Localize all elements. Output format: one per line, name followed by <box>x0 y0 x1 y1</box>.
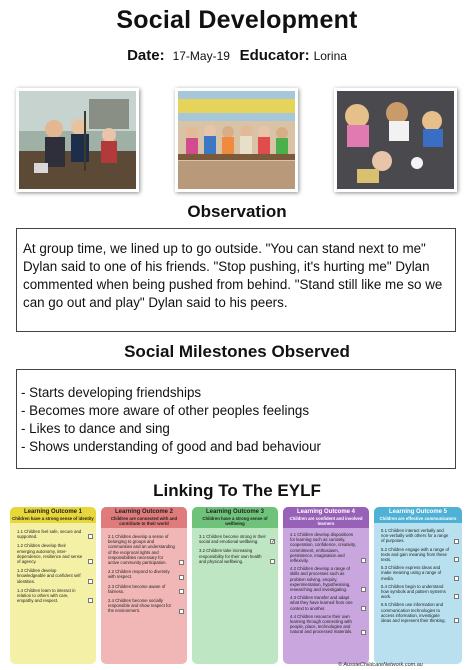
milestones-heading: Social Milestones Observed <box>124 342 350 361</box>
eylf-item: 4.3 Children transfer and adapt what they have learned from one context to another. <box>290 595 353 611</box>
eylf-checkbox[interactable] <box>454 539 459 544</box>
eylf-outcome-3-card <box>192 507 278 664</box>
eylf-checkbox[interactable] <box>454 618 459 623</box>
eylf-checkbox[interactable] <box>454 594 459 599</box>
photo-children-on-floor <box>334 88 457 192</box>
educator-label: Educator: <box>239 47 310 64</box>
photo-children-sitting-on-bench <box>175 88 298 192</box>
eylf-heading: Linking To The EYLF <box>153 481 321 500</box>
eylf-outcome-5-card <box>374 507 462 664</box>
eylf-checkbox[interactable] <box>179 575 184 580</box>
eylf-item: 4.1 Children develop dispositions for learning such as curiosity, cooperation, confidence, creativity, commitment, enthusiasm, persistence, imagination and reflexivity. <box>290 532 356 564</box>
milestone-item: - Likes to dance and sing <box>21 421 170 436</box>
educator-value: Lorina <box>313 49 347 63</box>
eylf-outcome-subtitle: Children are effective communicators <box>379 516 457 521</box>
milestone-item: - Becomes more aware of other peoples feelings <box>21 403 310 418</box>
eylf-item: 5.4 Children begin to understand how symbols and pattern systems work. <box>381 583 446 600</box>
observation-line: At group time, we lined up to go outside. "You can stand next to me" <box>23 241 426 256</box>
observation-line: Dylan said to one of his friends. "Stop pushing, it's hurting me" Dylan <box>23 259 430 274</box>
meta-row <box>0 47 474 64</box>
eylf-outcome-subtitle: Children have a strong sense of wellbeing <box>202 516 268 526</box>
observation-heading: Observation <box>187 202 287 221</box>
eylf-item: 4.2 Children develop a range of skills and processes such as problem solving, enquiry, experimentation, hypothesising, researching and investigating. <box>290 566 351 593</box>
eylf-item: 1.4 Children learn to interact in relation to others with care, empathy and respect. <box>17 587 76 604</box>
eylf-outcome-subtitle: Children are confident and involved learners <box>289 516 363 526</box>
eylf-item: 2.1 Children develop a sense of belonging to groups and communities and an understanding of the reciprocal rights and responsibilities necessary for active community participation. <box>108 534 175 566</box>
eylf-checkbox[interactable] <box>361 630 366 635</box>
eylf-outcome-title: Learning Outcome 3 <box>205 509 264 515</box>
observation-box <box>16 228 456 332</box>
photo-children-planting <box>16 88 139 192</box>
eylf-item: 2.4 Children become socially responsible and show respect for the environment. <box>108 598 172 614</box>
eylf-item: 4.4 Children resource their own learning through connecting with people, place, technologies and natural and processed materials. <box>290 613 353 635</box>
milestone-item: - Starts developing friendships <box>21 385 202 400</box>
eylf-checkbox[interactable] <box>454 576 459 581</box>
eylf-item: 5.1 Children interact verbally and non-verbally with others for a range of purposes. <box>381 528 449 544</box>
eylf-item: 1.3 Children develop knowledgeable and confident self identities. <box>17 568 81 584</box>
eylf-item: 3.2 Children take increasing responsibility for their own health and physical wellbeing. <box>199 548 262 564</box>
eylf-outcome-subtitle: Children have a strong sense of identity <box>12 516 94 521</box>
eylf-outcome-title: Learning Outcome 2 <box>114 509 173 515</box>
eylf-outcome-4-card <box>283 507 369 664</box>
eylf-item: 2.3 Children become aware of fairness. <box>108 583 166 594</box>
eylf-item: 5.2 Children engage with a range of texts and gain meaning from these texts. <box>381 546 450 563</box>
eylf-item: 5.5 Children use information and communication technologies to access information, investigate ideas and represent their thinking. <box>381 602 446 624</box>
eylf-checkbox[interactable] <box>179 560 184 565</box>
eylf-item: 2.2 Children respond to diversity with respect. <box>108 569 170 580</box>
eylf-outcome-1-card <box>10 507 96 664</box>
milestone-item: - Shows understanding of good and bad behaviour <box>21 439 322 454</box>
eylf-checkbox[interactable] <box>361 558 366 563</box>
eylf-checkbox[interactable] <box>361 606 366 611</box>
eylf-checkbox[interactable] <box>88 559 93 564</box>
eylf-outcome-2-card <box>101 507 187 664</box>
date-value: 17-May-19 <box>172 49 230 63</box>
eylf-checkbox[interactable] <box>454 557 459 562</box>
eylf-checkbox[interactable] <box>88 579 93 584</box>
eylf-checkbox[interactable] <box>88 598 93 603</box>
eylf-outcome-title: Learning Outcome 5 <box>388 509 447 515</box>
footer-credit: © AussieChildcareNetwork.com.au <box>338 662 423 668</box>
eylf-item: 5.3 Children express ideas and make meaning using a range of media. <box>381 565 442 581</box>
eylf-item: 1.1 Children feel safe, secure and supported. <box>17 529 82 540</box>
eylf-outcome-title: Learning Outcome 1 <box>23 509 82 515</box>
date-label: Date: <box>127 47 165 64</box>
observation-line: can go out and play" Dylan said to his peers. <box>23 295 288 310</box>
observation-line: commented when being pushed from behind. "Stand still like me so we <box>23 277 443 292</box>
eylf-checkbox[interactable] <box>270 559 275 564</box>
eylf-outcome-title: Learning Outcome 4 <box>296 509 355 515</box>
eylf-outcome-subtitle: Children are connected with and contribute to their world <box>110 516 178 526</box>
eylf-checkbox[interactable] <box>179 609 184 614</box>
eylf-checkbox-checked[interactable]: ✓ <box>271 539 276 546</box>
eylf-checkbox[interactable] <box>88 534 93 539</box>
eylf-item: 1.2 Children develop their emerging autonomy, inter-dependence, resilience and sense of agency. <box>17 543 83 565</box>
eylf-item: 3.1 Children become strong in their social and emotional wellbeing. <box>199 534 266 545</box>
milestones-box <box>16 369 456 469</box>
eylf-checkbox[interactable] <box>361 587 366 592</box>
eylf-checkbox[interactable] <box>179 589 184 594</box>
page-title: Social Development <box>116 6 358 34</box>
